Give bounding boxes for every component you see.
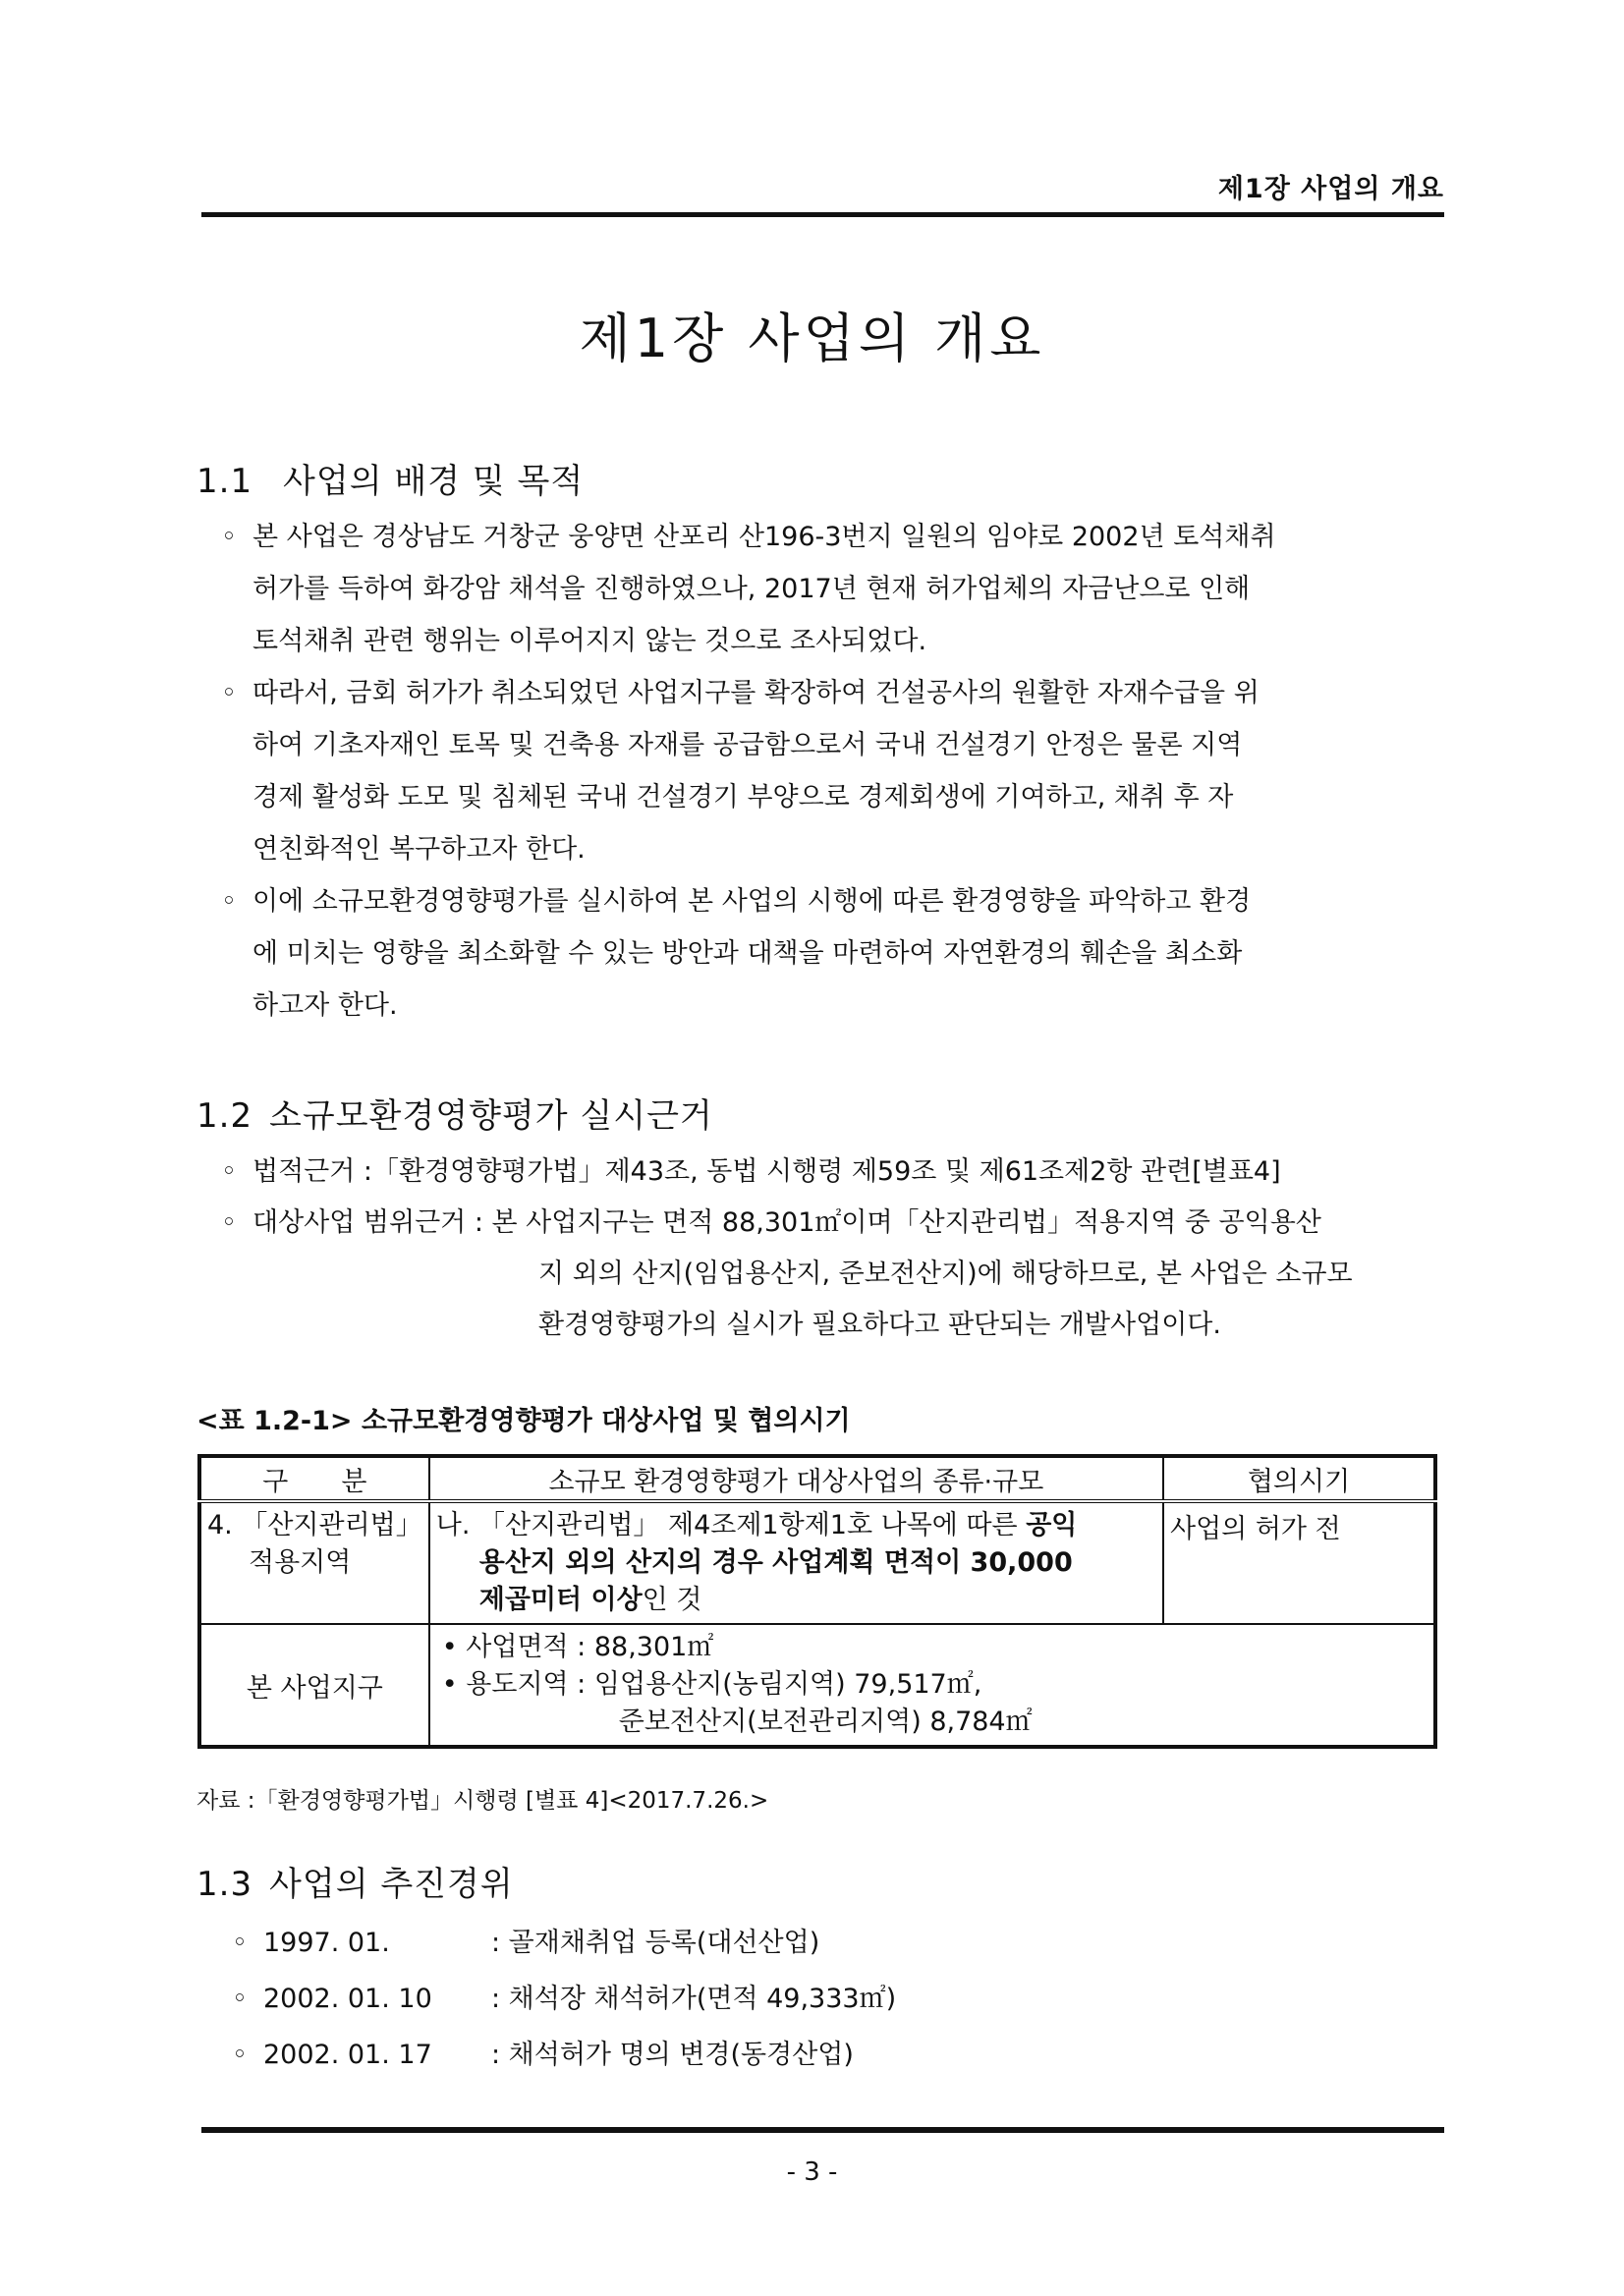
table-cell-category: 본 사업지구 <box>199 1624 429 1747</box>
table-cell-project-detail: • 사업면적 : 88,301㎡ • 용도지역 : 임업용산지(농림지역) 79,517㎡, 준보전산지(보전관리지역) 8,784㎡ <box>429 1624 1435 1747</box>
table-row <box>199 1624 1435 1747</box>
history-text: : 채석장 채석허가(면적 49,333㎡) <box>491 1984 897 2014</box>
table-header-cell: 협의시기 <box>1163 1456 1435 1501</box>
footer-rule <box>201 2127 1444 2133</box>
paragraph-line: ◦ 따라서, 금회 허가가 취소되었던 사업지구를 확장하여 건설공사의 원활한 자재수급을 위 <box>221 667 1439 719</box>
history-text: : 골재채취업 등록(대선산업) <box>491 1928 820 1958</box>
chapter-title: 제1장 사업의 개요 <box>579 308 1045 369</box>
paragraph-line: 하고자 한다. <box>252 990 398 1021</box>
table-cell-category: 4. 「산지관리법」 적용지역 <box>199 1501 429 1624</box>
paragraph-line: 토석채취 관련 행위는 이루어지지 않는 것으로 조사되었다. <box>252 626 927 656</box>
section-number: 1.2 <box>196 1096 253 1136</box>
section-number: 1.1 <box>196 462 253 501</box>
target-basis-line: ◦ 대상사업 범위근거 : 본 사업지구는 면적 88,301㎡이며「산지관리법」적용지역 중 공익용산 <box>221 1198 1439 1249</box>
section-1-3-heading <box>196 1857 514 1905</box>
target-project-table <box>197 1454 1437 1749</box>
bullet-marker: ◦ <box>221 522 237 552</box>
history-date: 1997. 01. <box>263 1928 390 1958</box>
bullet-marker: ◦ <box>232 2040 248 2070</box>
table-source-note: 자료 :「환경영향평가법」시행령 [별표 4]<2017.7.26.> <box>196 1788 769 1814</box>
bullet-marker: ◦ <box>221 886 237 917</box>
table-cell-criteria: 나. 「산지관리법」 제4조제1항제1호 나목에 따른 공익 용산지 외의 산지의 경우 사업계획 면적이 30,000 제곱미터 이상인 것 <box>429 1501 1163 1624</box>
table-header-row <box>199 1456 1435 1501</box>
section-title: 사업의 추진경위 <box>269 1865 514 1904</box>
paragraph-purpose <box>221 667 1439 875</box>
section-title: 소규모환경영향평가 실시근거 <box>269 1096 713 1136</box>
section-1-2-heading <box>196 1089 713 1137</box>
history-date: 2002. 01. 17 <box>263 2040 432 2070</box>
section-1-1-heading <box>196 454 584 502</box>
target-basis-line: 환경영향평가의 실시가 필요하다고 판단되는 개발사업이다. <box>538 1310 1221 1340</box>
section-number: 1.3 <box>196 1865 253 1904</box>
table-header-cell: 소규모 환경영향평가 대상사업의 종류·규모 <box>429 1456 1163 1501</box>
paragraph-line: 허가를 득하여 화강암 채석을 진행하였으나, 2017년 현재 허가업체의 자금난으로 인해 <box>252 574 1251 604</box>
paragraph-line: 연친화적인 복구하고자 한다. <box>252 834 586 865</box>
section-title: 사업의 배경 및 목적 <box>283 462 585 501</box>
legal-basis-line: ◦ 법적근거 :「환경영향평가법」제43조, 동법 시행령 제59조 및 제61조제2항 관련[별표4] <box>221 1147 1439 1198</box>
legal-basis <box>221 1147 1439 1351</box>
bullet-marker: ◦ <box>221 1207 237 1238</box>
list-item <box>232 1971 896 2027</box>
table-caption: <표 1.2-1> 소규모환경영향평가 대상사업 및 협의시기 <box>196 1406 851 1436</box>
history-text: : 채석허가 명의 변경(동경산업) <box>491 2040 854 2070</box>
paragraph-line: ◦ 본 사업은 경상남도 거창군 웅양면 산포리 산196-3번지 일원의 임야로 2002년 토석채취 <box>221 511 1439 563</box>
list-item <box>232 1915 896 1971</box>
table-cell-timing: 사업의 허가 전 <box>1163 1501 1435 1624</box>
paragraph-line: 하여 기초자재인 토목 및 건축용 자재를 공급함으로서 국내 건설경기 안정은 물론 지역 <box>252 730 1243 760</box>
bullet-marker: ◦ <box>232 1984 248 2014</box>
paragraph-assessment <box>221 875 1439 1032</box>
bullet-marker: ◦ <box>221 1156 237 1187</box>
header-rule <box>201 212 1444 217</box>
paragraph-line: ◦ 이에 소규모환경영향평가를 실시하여 본 사업의 시행에 따른 환경영향을 파악하고 환경 <box>221 875 1439 927</box>
table-row <box>199 1501 1435 1624</box>
paragraph-line: 경제 활성화 도모 및 침체된 국내 건설경기 부양으로 경제회생에 기여하고, 채취 후 자 <box>252 782 1234 812</box>
page-number: - 3 - <box>786 2157 838 2187</box>
list-item <box>232 2027 896 2083</box>
bullet-marker: ◦ <box>221 678 237 708</box>
project-history-list <box>232 1915 896 2083</box>
target-basis-line: 지 외의 산지(임업용산지, 준보전산지)에 해당하므로, 본 사업은 소규모 <box>538 1259 1353 1289</box>
bullet-marker: ◦ <box>232 1928 248 1958</box>
paragraph-background <box>221 511 1439 667</box>
table-header-cell: 구 분 <box>199 1456 429 1501</box>
paragraph-line: 에 미치는 영향을 최소화할 수 있는 방안과 대책을 마련하여 자연환경의 훼손을 최소화 <box>252 938 1243 969</box>
running-header: 제1장 사업의 개요 <box>1217 174 1444 204</box>
history-date: 2002. 01. 10 <box>263 1984 432 2014</box>
